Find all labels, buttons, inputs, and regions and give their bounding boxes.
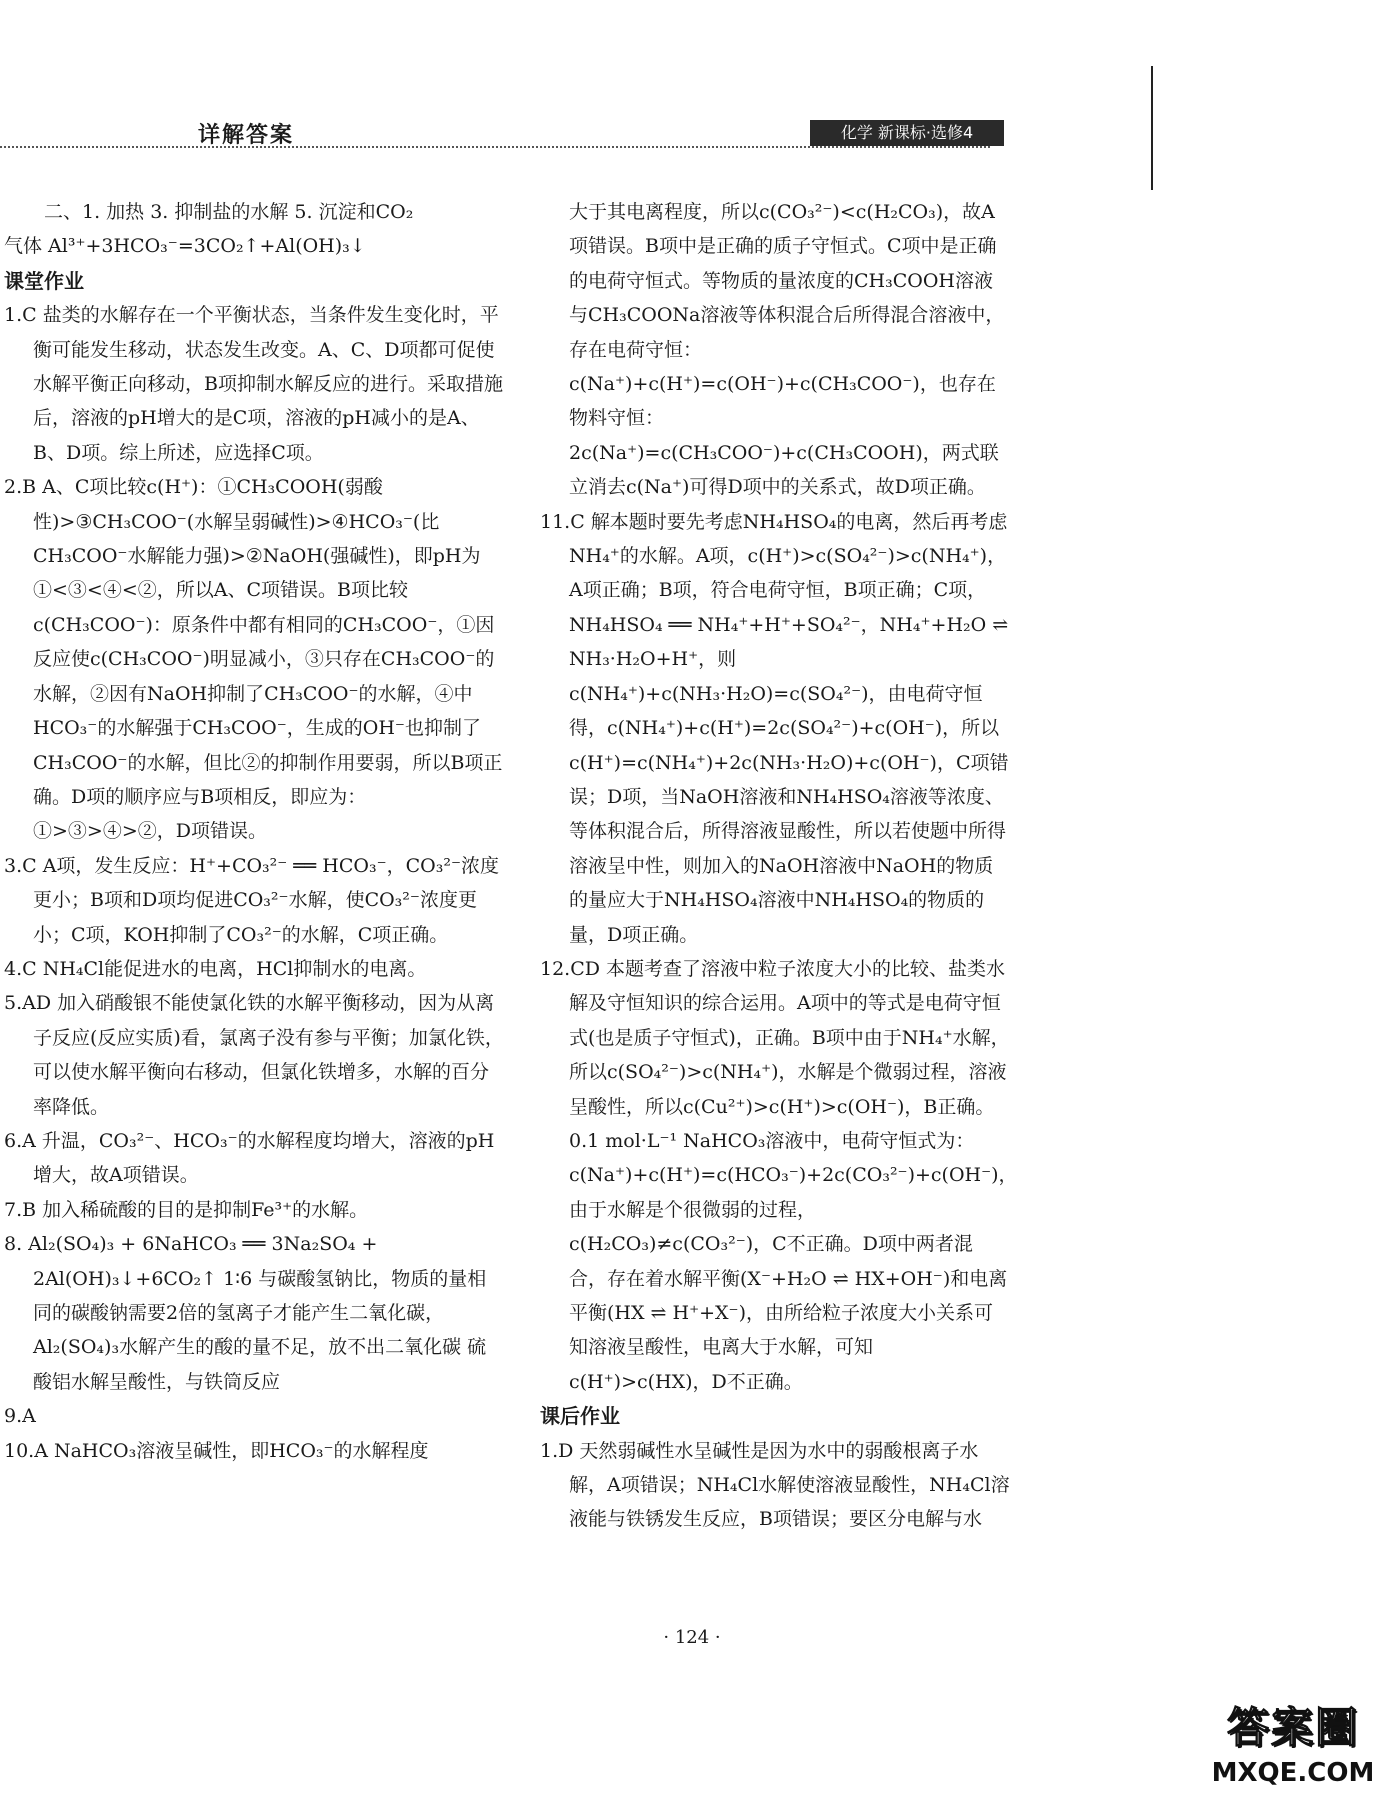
answer-paragraph: 大于其电离程度，所以c(CO₃²⁻)<c(H₂CO₃)，故A项错误。B项中是正确的质子守恒式。C项中是正确的电荷守恒式。等物质的量浓度的CH₃COOH溶液与CH₃COONa溶液等体积混合后所得混合溶液中，存在电荷守恒：c(Na⁺)+c(H⁺)=c(OH⁻)+c(CH₃COO⁻)，也存在物料守恒：2c(Na⁺)=c(CH₃COO⁻)+c(CH₃COOH)，两式联立消去c(Na⁺)可得D项中的关系式，故D项正确。: [569, 201, 1005, 499]
page-header: [0, 118, 1384, 152]
answer-paragraph: 1.D 天然弱碱性水呈碱性是因为水中的弱酸根离子水解，A项错误；NH₄Cl水解使溶液显酸性，NH₄Cl溶液能与铁锈发生反应，B项错误；要区分电解与水: [540, 1439, 1010, 1531]
answer-paragraph: 1.C 盐类的水解存在一个平衡状态，当条件发生变化时，平衡可能发生移动，状态发生改变。A、C、D项都可促使水解平衡正向移动，B项抑制水解反应的进行。采取措施后，溶液的pH增大的是C项，溶液的pH减小的是A、B、D项。综上所述，应选择C项。: [4, 304, 503, 464]
watermark-url: MXQE.COM: [1211, 1758, 1375, 1788]
section-heading: 课后作业: [540, 1404, 620, 1429]
answer-paragraph: 3.C A项，发生反应：H⁺+CO₃²⁻ ══ HCO₃⁻，CO₃²⁻浓度更小；B项和D项均促进CO₃²⁻水解，使CO₃²⁻浓度更小；C项，KOH抑制了CO₃²⁻的水解，C项正确。: [4, 854, 499, 946]
left-column: [4, 195, 504, 1468]
answer-paragraph: 气体 Al³⁺+3HCO₃⁻=3CO₂↑+Al(OH)₃↓: [4, 235, 366, 258]
answer-paragraph: 5.AD 加入硝酸银不能使氯化铁的水解平衡移动，因为从离子反应(反应实质)看，氯离子没有参与平衡；加氯化铁，可以使水解平衡向右移动，但氯化铁增多，水解的百分率降低。: [4, 992, 504, 1118]
answer-paragraph: 8. Al₂(SO₄)₃ + 6NaHCO₃ ══ 3Na₂SO₄ + 2Al(OH)₃↓+6CO₂↑ 1∶6 与碳酸氢钠比，物质的量相同的碳酸钠需要2倍的氢离子才能产生二氧化碳，Al₂(SO₄)₃水解产生的酸的量不足，放不出二氧化碳 硫酸铝水解呈酸性，与铁筒反应: [4, 1233, 487, 1393]
answer-paragraph: 2.B A、C项比较c(H⁺)：①CH₃COOH(弱酸性)>③CH₃COO⁻(水解呈弱碱性)>④HCO₃⁻(比CH₃COO⁻水解能力强)>②NaOH(强碱性)，即pH为①<③<④<②，所以A、C项错误。B项比较c(CH₃COO⁻)：原条件中都有相同的CH₃COO⁻，①因反应使c(CH₃COO⁻)明显减小，③只存在CH₃COO⁻的水解，②因有NaOH抑制了CH₃COO⁻的水解，④中HCO₃⁻的水解强于CH₃COO⁻，生成的OH⁻也抑制了CH₃COO⁻的水解，但比②的抑制作用要弱，所以B项正确。D项的顺序应与B项相反，即应为：①>③>④>②，D项错误。: [4, 476, 503, 843]
header-title: 详解答案: [198, 123, 295, 148]
header-dotted-rule: [0, 146, 990, 148]
answer-paragraph: 10.A NaHCO₃溶液呈碱性，即HCO₃⁻的水解程度: [4, 1439, 429, 1462]
answer-paragraph: 7.B 加入稀硫酸的目的是抑制Fe³⁺的水解。: [4, 1198, 369, 1221]
right-column: [540, 195, 1018, 1537]
answer-paragraph: 11.C 解本题时要先考虑NH₄HSO₄的电离，然后再考虑NH₄⁺的水解。A项，c(H⁺)>c(SO₄²⁻)>c(NH₄⁺)，A项正确；B项，符合电荷守恒，B项正确；C项，NH₄HSO₄ ══ NH₄⁺+H⁺+SO₄²⁻，NH₄⁺+H₂O ⇌ NH₃·H₂O+H⁺，则c(NH₄⁺)+c(NH₃·H₂O)=c(SO₄²⁻)，由电荷守恒得，c(NH₄⁺)+c(H⁺)=2c(SO₄²⁻)+c(OH⁻)，所以c(H⁺)=c(NH₄⁺)+2c(NH₃·H₂O)+c(OH⁻)，C项错误；D项，当NaOH溶液和NH₄HSO₄溶液等浓度、等体积混合后，所得溶液显酸性，所以若使题中所得溶液呈中性，则加入的NaOH溶液中NaOH的物质的量应大于NH₄HSO₄溶液中NH₄HSO₄的物质的量，D项正确。: [540, 510, 1009, 946]
section-heading: 课堂作业: [4, 268, 84, 293]
subject-badge: 化学 新课标·选修4: [810, 120, 1004, 146]
answer-paragraph: 4.C NH₄Cl能促进水的电离，HCl抑制水的电离。: [4, 957, 427, 980]
page-number: · 124 ·: [663, 1627, 721, 1648]
answer-paragraph: 6.A 升温，CO₃²⁻、HCO₃⁻的水解程度均增大，溶液的pH增大，故A项错误。: [4, 1129, 495, 1187]
answer-paragraph: 二、1. 加热 3. 抑制盐的水解 5. 沉淀和CO₂: [44, 201, 414, 223]
answer-paragraph: 12.CD 本题考查了溶液中粒子浓度大小的比较、盐类水解及守恒知识的综合运用。A项中的等式是电荷守恒式(也是质子守恒式)，正确。B项中由于NH₄⁺水解，所以c(SO₄²⁻)>c(NH₄⁺)，水解是个微弱过程，溶液呈酸性，所以c(Cu²⁺)>c(H⁺)>c(OH⁻)，B正确。0.1 mol·L⁻¹ NaHCO₃溶液中，电荷守恒式为：c(Na⁺)+c(H⁺)=c(HCO₃⁻)+2c(CO₃²⁻)+c(OH⁻)，由于水解是个很微弱的过程，c(H₂CO₃)≠c(CO₃²⁻)，C不正确。D项中两者混合，存在着水解平衡(X⁻+H₂O ⇌ HX+OH⁻)和电离平衡(HX ⇌ H⁺+X⁻)，由所给粒子浓度大小关系可知溶液呈酸性，电离大于水解，可知c(H⁺)>c(HX)，D不正确。: [540, 957, 1018, 1393]
watermark-text: 答案圈: [1226, 1703, 1359, 1752]
answer-paragraph: 9.A: [4, 1405, 36, 1428]
site-watermark-logo: [1208, 1700, 1378, 1796]
